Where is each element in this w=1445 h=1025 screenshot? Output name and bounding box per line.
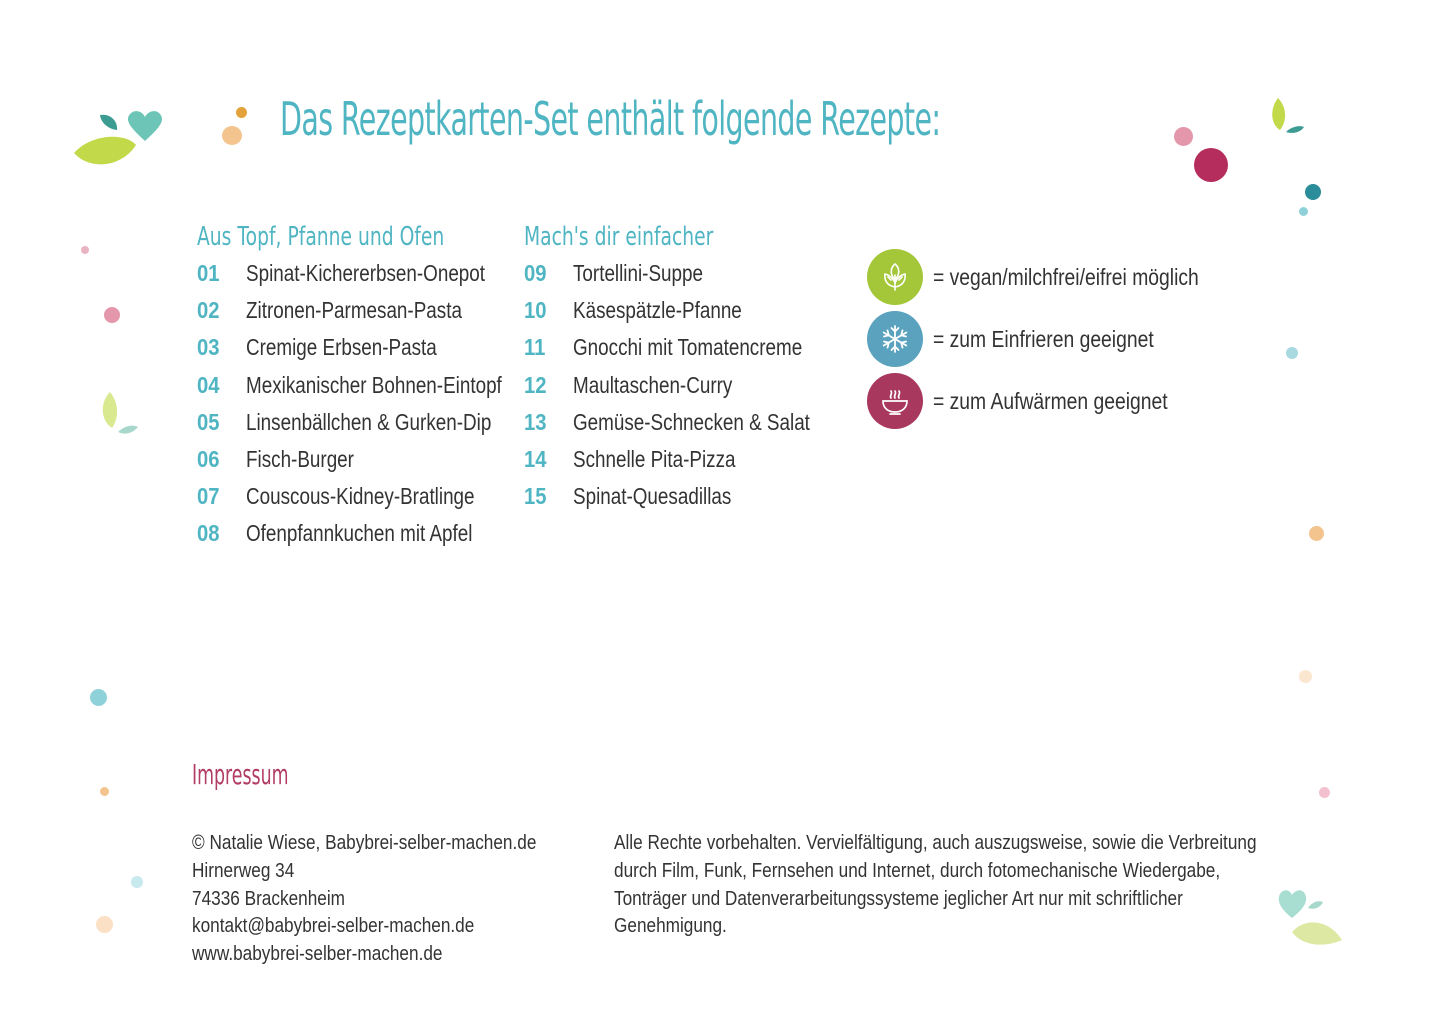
list-item [197,255,558,292]
recipe-number: 10 [524,297,547,324]
decorative-dot [222,126,242,145]
recipe-column-1 [197,222,558,553]
recipe-list [197,255,558,553]
rights-line: durch Film, Funk, Fernsehen und Internet, durch fotomechanische Wiedergabe, [614,859,1221,882]
list-item [524,367,862,404]
legend-label: = zum Aufwärmen geeignet [933,387,1168,414]
address-line: © Natalie Wiese, Babybrei-selber-machen.de [192,832,537,854]
decorative-dot [104,307,120,323]
recipe-name: Schnelle Pita-Pizza [573,446,736,473]
decorative-dot [1319,787,1330,798]
address-line: Hirnerweg 34 [192,859,295,882]
list-item [524,404,862,441]
leaf-decoration [1268,96,1308,141]
decorative-dot [1286,347,1298,359]
impressum-heading: Impressum [192,758,289,791]
recipe-name: Maultaschen-Curry [573,371,733,398]
leaf-decoration [96,390,142,440]
legend-row-reheat [867,370,1249,432]
decorative-dot [1194,148,1228,182]
list-item [197,404,558,441]
recipe-column-2 [524,222,862,515]
decorative-dot [1309,526,1324,541]
recipe-number: 15 [524,483,547,510]
recipe-name: Fisch-Burger [246,446,354,473]
list-item [524,478,862,515]
recipe-name: Couscous-Kidney-Bratlinge [246,483,475,510]
list-item [524,255,862,292]
rights-line: Alle Rechte vorbehalten. Vervielfältigung, auch auszugsweise, sowie die Verbreitung [614,832,1257,854]
decorative-dot [81,246,89,254]
recipe-name: Zitronen-Parmesan-Pasta [246,297,462,324]
decorative-dot [100,787,109,796]
decorative-dot [1299,670,1312,683]
recipe-number: 07 [197,483,220,510]
recipe-name: Linsenbällchen & Gurken-Dip [246,408,492,435]
list-item [524,292,862,329]
legend-row-vegan [867,246,1249,308]
legend-label: = vegan/milchfrei/eifrei möglich [933,263,1199,290]
recipe-name: Gnocchi mit Tomatencreme [573,334,803,361]
list-item [197,478,558,515]
recipe-number: 02 [197,297,220,324]
decorative-dot [131,876,143,888]
recipe-name: Tortellini-Suppe [573,260,703,287]
decorative-dot [236,107,247,118]
recipe-number: 01 [197,260,220,287]
recipe-list [524,255,862,515]
recipe-name: Ofenpfannkuchen mit Apfel [246,520,473,547]
recipe-number: 13 [524,408,547,435]
bowl-icon [867,373,923,429]
email-address: kontakt@babybrei-selber-machen.de [192,915,475,938]
recipe-name: Mexikanischer Bohnen-Eintopf [246,371,502,398]
impressum-rights [614,830,1361,941]
page-title: Das Rezeptkarten-Set enthält folgende Rezepte: [280,92,941,146]
decorative-dot [1174,127,1193,146]
list-item [197,367,558,404]
snowflake-icon [867,311,923,367]
impressum-address [192,830,592,969]
rights-line: Genehmigung. [614,915,727,938]
recipe-number: 05 [197,408,220,435]
rights-line: Tonträger und Datenverarbeitungssysteme jeglicher Art nur mit schriftlicher [614,887,1183,910]
decorative-dot [96,916,113,933]
decorative-dot [1299,207,1308,216]
recipe-name: Spinat-Kichererbsen-Onepot [246,260,486,287]
column-heading: Mach's dir einfacher [524,222,714,252]
legend-label: = zum Einfrieren geeignet [933,325,1154,352]
recipe-number: 14 [524,446,547,473]
column-heading: Aus Topf, Pfanne und Ofen [197,222,445,252]
recipe-number: 11 [524,334,546,361]
recipe-number: 04 [197,371,220,398]
address-line: 74336 Brackenheim [192,887,345,910]
recipe-name: Spinat-Quesadillas [573,483,732,510]
recipe-number: 12 [524,371,547,398]
recipe-number: 08 [197,520,220,547]
icon-legend [867,246,1249,432]
recipe-number: 06 [197,446,220,473]
recipe-number: 09 [524,260,547,287]
list-item [197,292,558,329]
list-item [524,441,862,478]
list-item [197,329,558,366]
legend-row-freeze [867,308,1249,370]
list-item [524,329,862,366]
recipe-name: Gemüse-Schnecken & Salat [573,408,810,435]
leaf-heart-decoration [70,105,170,177]
decorative-dot [90,689,107,706]
recipe-number: 03 [197,334,220,361]
website-url: www.babybrei-selber-machen.de [192,943,443,966]
list-item [197,441,558,478]
decorative-dot [1305,184,1321,200]
recipe-name: Käsespätzle-Pfanne [573,297,742,324]
list-item [197,515,558,552]
recipe-name: Cremige Erbsen-Pasta [246,334,437,361]
leaf-icon [867,249,923,305]
